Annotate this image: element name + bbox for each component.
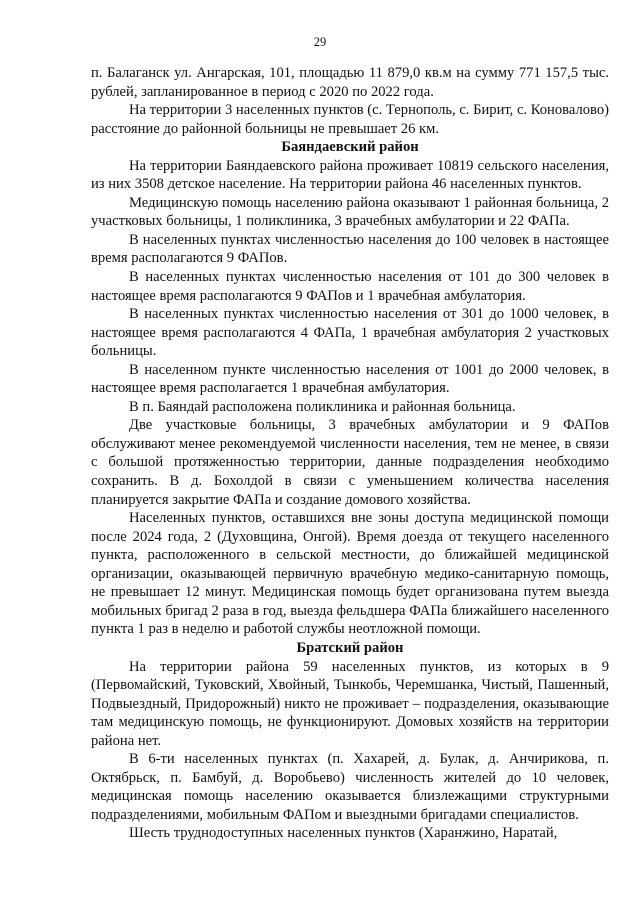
paragraph: В населенном пункте численностью населения от 1001 до 2000 человек, в настоящее время располагается 1 врачебная амбулатория. (91, 361, 609, 397)
paragraph: На территории Баяндаевского района проживает 10819 сельского населения, из них 3508 детское население. На территории района 46 населенных пунктов. (91, 157, 609, 193)
paragraph: Две участковые больницы, 3 врачебных амбулатории и 9 ФАПов обслуживают менее рекомендуемой численности населения, тем не менее, в связи с большой протяженностью территории, данные подразделения необходимо сохранить. В д. Бохолдой в связи с уменьшением количества населения планируется закрытие ФАПа и создание домового хозяйства. (91, 417, 609, 508)
section-heading: Баяндаевский район (281, 139, 419, 156)
document-body (91, 64, 609, 843)
paragraph: В населенных пунктах численностью населения от 101 до 300 человек в настоящее время располагаются 9 ФАПов и 1 врачебная амбулатория. (91, 269, 609, 304)
paragraph: п. Балаганск ул. Ангарская, 101, площадью 11 879,0 кв.м на сумму 771 157,5 тыс. рублей, запланированное в период с 2020 по 2022 года. (91, 65, 609, 100)
paragraph: Медицинскую помощь населению района оказывают 1 районная больница, 2 участковых больницы, 1 поликлиника, 3 врачебных амбулатории и 22 ФАПа. (91, 194, 609, 230)
paragraph: На территории района 59 населенных пунктов, из которых в 9 (Первомайский, Туковский, Хвойный, Тынкобь, Черемшанка, Чистый, Пашенный, Подвыездный, Придорожный) никто не проживает – подразделения, оказывающие там медицинскую помощь, не функционируют. Домовых хозяйств на территории района нет. (91, 658, 609, 749)
paragraph: В населенных пунктах численностью населения от 301 до 1000 человек, в настоящее время располагаются 4 ФАПа, 1 врачебная амбулатория 2 участковых больницы. (91, 306, 609, 360)
paragraph: В 6-ти населенных пунктах (п. Хахарей, д. Булак, д. Анчирикова, п. Октябрьск, п. Бамбуй, д. Воробьево) численность жителей до 10 человек, медицинская помощь населению оказывается близлежащими структурными подразделениями, мобильным ФАПом и выездными бригадами специалистов. (91, 751, 609, 823)
paragraph: На территории 3 населенных пунктов (с. Тернополь, с. Бирит, с. Коновалово) расстояние до районной больницы не превышает 26 км. (91, 102, 609, 137)
paragraph: В п. Баяндай расположена поликлиника и районная больница. (129, 398, 516, 415)
paragraph: В населенных пунктах численностью населения до 100 человек в настоящее время располагаются 9 ФАПов. (91, 231, 609, 267)
paragraph: Населенных пунктов, оставшихся вне зоны доступа медицинской помощи после 2024 года, 2 (Духовщина, Онгой). Время доезда от текущего населенного пункта, расположенного в сельской местности, до ближайшей медицинской организации, оказывающей первичную врачебную медико-санитарную помощь, не превышает 12 минут. Медицинская помощь будет организована путем выезда мобильных бригад 2 раза в год, выезда фельдшера ФАПа ближайшего населенного пункта 1 раз в неделю и работой службы неотложной помощи. (91, 510, 609, 638)
paragraph: Шесть труднодоступных населенных пунктов (Харанжино, Наратай, (129, 825, 558, 842)
page-number: 29 (313, 35, 327, 49)
section-heading: Братский район (296, 639, 404, 656)
